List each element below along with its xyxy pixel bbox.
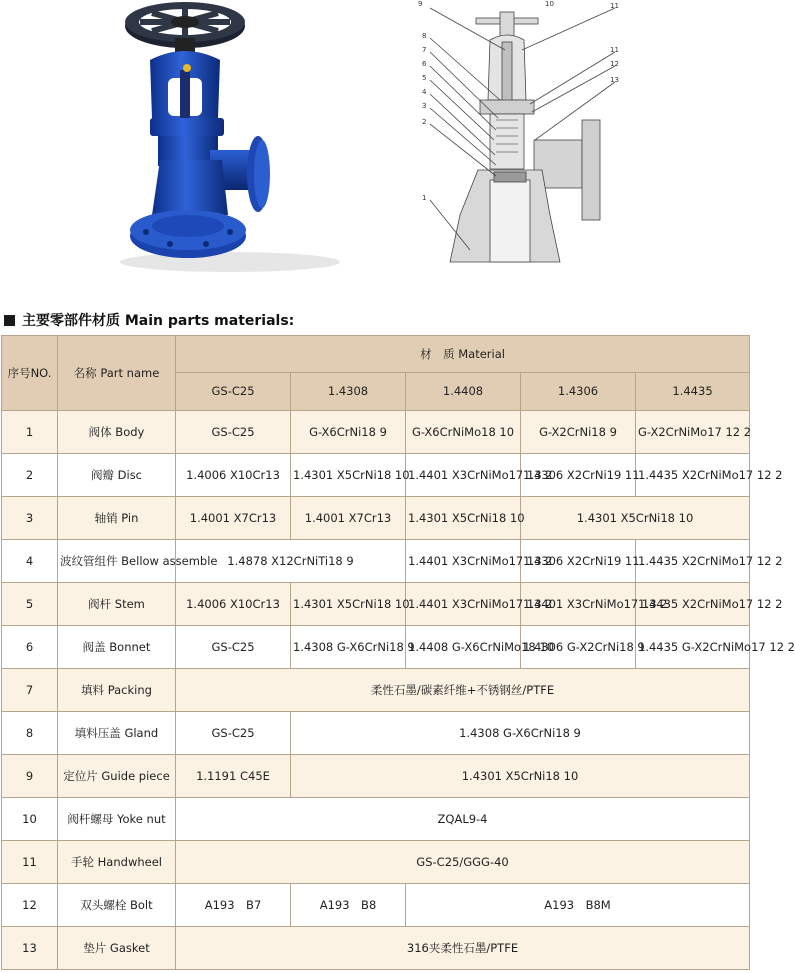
callout-11-top: 11: [610, 2, 619, 10]
materials-table: [1, 335, 795, 970]
callout-2: 2: [422, 118, 427, 126]
callout-10: 10: [545, 0, 554, 8]
table-row: [2, 454, 750, 497]
callout-12: 12: [610, 60, 619, 68]
row-number: 1: [2, 411, 58, 454]
table-row: [2, 712, 750, 755]
row-number: 3: [2, 497, 58, 540]
table-row: [2, 411, 750, 454]
row-number: 5: [2, 583, 58, 626]
material-header-cell: 1.4435: [636, 373, 750, 411]
material-cell: 1.4408 G-X6CrNiMo18 10: [406, 626, 521, 669]
part-name: 阀体 Body: [58, 411, 176, 454]
material-cell: 1.4301 X5CrNi18 10: [291, 454, 406, 497]
material-cell: 1.4001 X7Cr13: [176, 497, 291, 540]
material-cell: 1.4006 X10Cr13: [176, 583, 291, 626]
material-cell: 1.4301 X5CrNi18 10: [291, 583, 406, 626]
callout-6: 6: [422, 60, 427, 68]
sectional-drawing: [410, 0, 640, 275]
material-header-cell: 1.4306: [521, 373, 636, 411]
header-part-name: 名称 Part name: [58, 336, 176, 411]
table-row: [2, 669, 750, 712]
callout-7: 7: [422, 46, 427, 54]
table-row: [2, 497, 750, 540]
row-number: 12: [2, 884, 58, 927]
callout-3: 3: [422, 102, 427, 110]
material-cell: GS-C25/GGG-40: [176, 841, 750, 884]
material-cell: 1.4306 X2CrNi19 11: [521, 454, 636, 497]
table-row: [2, 540, 750, 583]
material-cell: 1.4306 X2CrNi19 11: [521, 540, 636, 583]
part-name: 阀杆螺母 Yoke nut: [58, 798, 176, 841]
callout-1: 1: [422, 194, 427, 202]
material-cell: 1.4306 G-X2CrNi18 9: [521, 626, 636, 669]
material-cell: 1.4301 X5CrNi18 10: [406, 497, 521, 540]
material-cell: A193 B8: [291, 884, 406, 927]
table-row: [2, 841, 750, 884]
row-number: 4: [2, 540, 58, 583]
material-cell: 1.4301 X5CrNi18 10: [291, 755, 750, 798]
square-bullet-icon: [4, 315, 15, 326]
row-number: 10: [2, 798, 58, 841]
part-name: 阀盖 Bonnet: [58, 626, 176, 669]
row-number: 6: [2, 626, 58, 669]
material-cell: GS-C25: [176, 411, 291, 454]
material-cell: GS-C25: [176, 626, 291, 669]
table-row: [2, 626, 750, 669]
callout-4: 4: [422, 88, 427, 96]
material-cell: G-X6CrNi18 9: [291, 411, 406, 454]
material-cell: 1.4401 X3CrNiMo17 13 2: [406, 454, 521, 497]
part-name: 阀杆 Stem: [58, 583, 176, 626]
part-name: 手轮 Handwheel: [58, 841, 176, 884]
section-heading-text: 主要零部件材质 Main parts materials:: [22, 313, 295, 329]
material-cell: 1.4006 X10Cr13: [176, 454, 291, 497]
callout-13: 13: [610, 76, 619, 84]
material-header-cell: GS-C25: [176, 373, 291, 411]
material-cell: 1.4878 X12CrNiTi18 9: [176, 540, 406, 583]
section-heading: [4, 310, 294, 330]
table-row: [2, 583, 750, 626]
material-cell: A193 B7: [176, 884, 291, 927]
material-header-cell: 1.4408: [406, 373, 521, 411]
row-number: 11: [2, 841, 58, 884]
part-name: 垫片 Gasket: [58, 927, 176, 970]
part-name: 轴销 Pin: [58, 497, 176, 540]
material-cell: 1.4001 X7Cr13: [291, 497, 406, 540]
material-cell: 1.4401 X3CrNiMo17 13 2: [406, 540, 521, 583]
callout-9: 9: [418, 0, 423, 8]
part-name: 双头螺栓 Bolt: [58, 884, 176, 927]
material-cell: 1.1191 C45E: [176, 755, 291, 798]
material-cell: A193 B8M: [406, 884, 750, 927]
table-row: [2, 884, 750, 927]
material-cell: GS-C25: [176, 712, 291, 755]
material-cell: 316夹柔性石墨/PTFE: [176, 927, 750, 970]
part-name: 波纹管组件 Bellow assemble: [58, 540, 176, 583]
part-name: 填料 Packing: [58, 669, 176, 712]
callout-5: 5: [422, 74, 427, 82]
material-cell: 1.4401 X3CrNiMo17 13 2: [521, 583, 636, 626]
header-no: 序号NO.: [2, 336, 58, 411]
material-cell: 1.4435 X2CrNiMo17 12 2: [636, 454, 750, 497]
material-cell: ZQAL9-4: [176, 798, 750, 841]
material-cell: 1.4308 G-X6CrNi18 9: [291, 626, 406, 669]
callout-8: 8: [422, 32, 427, 40]
material-cell: G-X2CrNi18 9: [521, 411, 636, 454]
material-cell: 1.4308 G-X6CrNi18 9: [291, 712, 750, 755]
callout-11: 11: [610, 46, 619, 54]
material-cell: 1.4435 G-X2CrNiMo17 12 2: [636, 626, 750, 669]
material-header-cell: 1.4308: [291, 373, 406, 411]
header-material: 材 质 Material: [176, 336, 750, 373]
table-row: [2, 927, 750, 970]
part-name: 定位片 Guide piece: [58, 755, 176, 798]
material-cell: 1.4435 X2CrNiMo17 12 2: [636, 540, 750, 583]
row-number: 2: [2, 454, 58, 497]
material-cell: 1.4435 X2CrNiMo17 12 2: [636, 583, 750, 626]
material-cell: 柔性石墨/碳素纤维+不锈钢丝/PTFE: [176, 669, 750, 712]
row-number: 8: [2, 712, 58, 755]
part-name: 阀瓣 Disc: [58, 454, 176, 497]
row-number: 7: [2, 669, 58, 712]
material-cell: 1.4301 X5CrNi18 10: [521, 497, 750, 540]
table-row: [2, 755, 750, 798]
valve-photo: [110, 0, 360, 280]
row-number: 13: [2, 927, 58, 970]
row-number: 9: [2, 755, 58, 798]
material-cell: 1.4401 X3CrNiMo17 13 2: [406, 583, 521, 626]
material-cell: G-X2CrNiMo17 12 2: [636, 411, 750, 454]
part-name: 填料压盖 Gland: [58, 712, 176, 755]
material-cell: G-X6CrNiMo18 10: [406, 411, 521, 454]
table-row: [2, 798, 750, 841]
